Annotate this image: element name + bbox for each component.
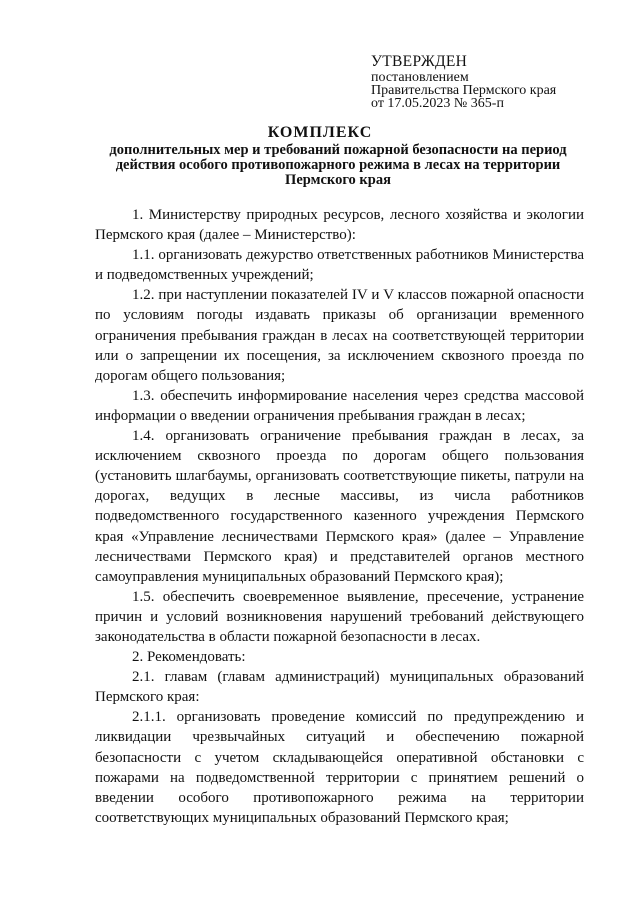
- paragraph-1-3: 1.3. обеспечить информирование населения через средства массовой информации о введении ограничения пребывания граждан в лесах;: [95, 387, 584, 424]
- paragraph-1-4: 1.4. организовать ограничение пребывания граждан в лесах, за исключением сквозного проезда по дорогам общего пользования (установить шлагбаумы, организовать соответствующие пикеты, патрули на дорогах, ведущих в лесные массивы, из числа работников подведомственного государственного казенного учреждения Пермского края «Управление лесничествами Пермского края» (далее – Управление лесничествами Пермского края) и представителей органов местного самоуправления муниципальных образований Пермского края);: [95, 428, 584, 585]
- paragraph-1-5: 1.5. обеспечить своевременное выявление, пресечение, устранение причин и условий возникновения нарушений требований действующего законодательства в области пожарной безопасности в лесах.: [95, 588, 584, 645]
- approval-stamp: [371, 53, 601, 110]
- paragraph-2-1-1: 2.1.1. организовать проведение комиссий по предупреждению и ликвидации чрезвычайных ситуаций и обеспечению пожарной безопасности с учетом складывающейся оперативной обстановки с пожарами на подведомственной территории с принятием решений о введении особого противопожарного режима на территории соответствующих муниципальных образований Пермского края;: [95, 709, 584, 826]
- approval-line-2: Правительства Пермского края: [371, 83, 557, 98]
- approval-heading: УТВЕРЖДЕН: [371, 53, 468, 70]
- paragraph-1-2: 1.2. при наступлении показателей IV и V классов пожарной опасности по условиям погоды издавать приказы об организации временного ограничения пребывания граждан в лесах на соответствующей территории или о запрещении их посещения, за исключением сквозного проезда по дорогам общего пользования;: [95, 287, 584, 384]
- paragraph-1: 1. Министерству природных ресурсов, лесного хозяйства и экологии Пермского края (далее – Министерство):: [95, 207, 584, 244]
- document-title: КОМПЛЕКС: [267, 124, 373, 141]
- approval-line-1: постановлением: [371, 70, 469, 85]
- paragraph-1-1: 1.1. организовать дежурство ответственных работников Министерства и подведомственных учреждений;: [95, 247, 584, 284]
- document-body: [95, 205, 584, 828]
- document-subtitle: дополнительных мер и требований пожарной безопасности на период действия особого противопожарного режима в лесах на территории Пермского края: [109, 142, 567, 188]
- approval-line-3: от 17.05.2023 № 365-п: [371, 96, 504, 111]
- paragraph-2-1: 2.1. главам (главам администраций) муниципальных образований Пермского края:: [95, 669, 584, 706]
- paragraph-2: 2. Рекомендовать:: [132, 649, 246, 666]
